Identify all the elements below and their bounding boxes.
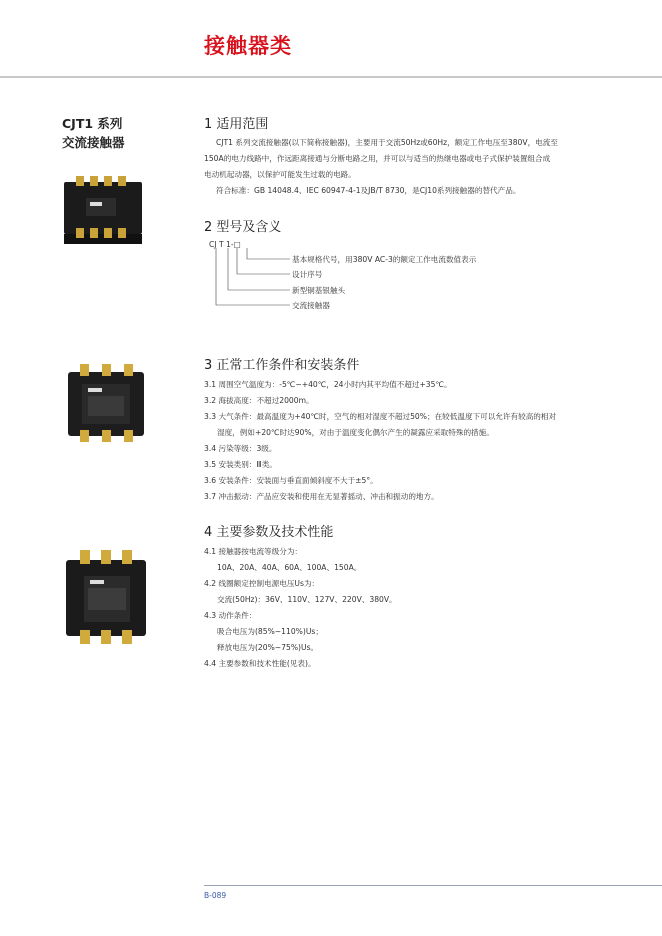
s1-standards: 符合标准：GB 14048.4、IEC 60947-4-1及JB/T 8730，是CJ10系列接触器的替代产品。 — [216, 186, 521, 195]
model-meaning-contact: 新型铜基银触头 — [292, 286, 346, 295]
param-item: 4.1 接触器按电流等级分为： — [204, 547, 303, 556]
page-title: 接触器类 — [204, 34, 292, 58]
model-meaning-type: 交流接触器 — [292, 301, 330, 310]
param-item: 4.3 动作条件： — [204, 611, 257, 620]
param-item: 4.2 线圈额定控制电源电压Us为： — [204, 579, 320, 588]
condition-item: 3.6 安装条件：安装面与垂直面倾斜度不大于±5°。 — [204, 476, 378, 485]
product-series-title — [62, 114, 125, 152]
param-item: 交流(50Hz)：36V、110V、127V、220V、380V。 — [217, 595, 397, 604]
condition-item: 3.4 污染等级：3级。 — [204, 444, 277, 453]
s1-para-line: 150A的电力线路中，作远距离接通与分断电路之用，并可以与适当的热继电器或电子式保护装置组合成 — [204, 154, 551, 163]
contactor-image-large — [62, 548, 150, 646]
product-name-label: 交流接触器 — [62, 135, 125, 150]
series-label: CJT1 系列 — [62, 116, 123, 131]
condition-item: 3.7 冲击振动：产品应安装和使用在无显著摇动、冲击和振动的地方。 — [204, 492, 439, 501]
model-meaning-design: 设计序号 — [292, 270, 323, 279]
param-item: 4.4 主要参数和技术性能(见表)。 — [204, 659, 316, 668]
footer-divider — [204, 885, 662, 886]
header-divider — [0, 76, 662, 78]
section-2-heading: 2 型号及含义 — [204, 220, 282, 235]
section-1-heading: 1 适用范围 — [204, 117, 269, 132]
model-code: CJ T 1-□ — [209, 240, 241, 249]
page-number: B-089 — [204, 891, 227, 900]
s1-para-line: CJT1 系列交流接触器(以下简称接触器)，主要用于交流50Hz或60Hz，额定工作电压至380V，电流至 — [216, 138, 558, 147]
param-item: 释放电压为(20%~75%)Us。 — [217, 643, 319, 652]
model-meaning-spec: 基本规格代号，用380V AC-3的额定工作电流数值表示 — [292, 255, 477, 264]
condition-item: 3.1 周围空气温度为：-5℃~+40℃，24小时内其平均值不超过+35℃。 — [204, 380, 452, 389]
section-1-body — [204, 135, 622, 199]
condition-item: 3.2 海拔高度：不超过2000m。 — [204, 396, 314, 405]
section-4-heading: 4 主要参数及技术性能 — [204, 525, 334, 540]
s1-para-line: 电动机起动器，以保护可能发生过载的电路。 — [204, 170, 356, 179]
param-item: 吸合电压为(85%~110%)Us； — [217, 627, 323, 636]
section-3-heading: 3 正常工作条件和安装条件 — [204, 358, 360, 373]
condition-item: 湿度，例如+20℃时达90%，对由于温度变化偶尔产生的凝露应采取特殊的措施。 — [217, 428, 494, 437]
model-diagram-lines — [204, 246, 294, 312]
condition-item: 3.5 安装类别：Ⅲ类。 — [204, 460, 277, 469]
contactor-image-small — [62, 174, 144, 246]
condition-item: 3.3 大气条件：最高温度为+40℃时，空气的相对湿度不超过50%；在较低温度下可以允许有较高的相对 — [204, 412, 557, 421]
param-item: 10A、20A、40A、60A、100A、150A。 — [217, 563, 362, 572]
contactor-image-medium — [64, 362, 148, 444]
